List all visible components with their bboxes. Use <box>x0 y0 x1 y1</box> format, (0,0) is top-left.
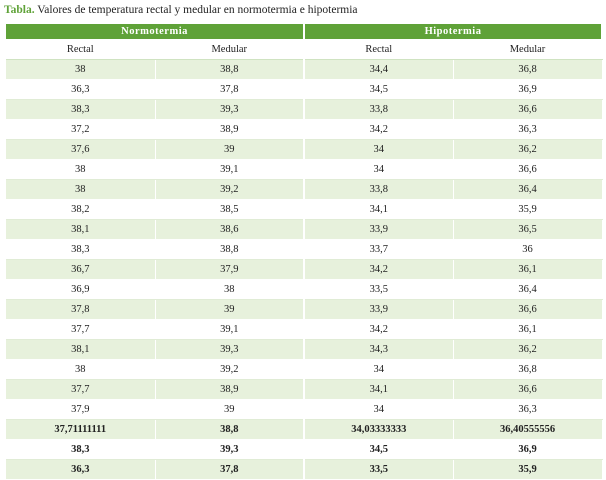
table-cell: 39,2 <box>155 180 304 200</box>
table-cell: 36 <box>453 240 602 260</box>
group-header-normotermia: Normotermia <box>6 24 304 40</box>
table-cell: 34,5 <box>304 440 453 460</box>
table-cell: 37,2 <box>6 120 155 140</box>
column-header: Medular <box>453 40 602 60</box>
group-header-row <box>6 24 602 40</box>
table-cell: 35,9 <box>453 460 602 480</box>
table-row <box>6 340 602 360</box>
table-cell: 39,1 <box>155 160 304 180</box>
table-cell: 39 <box>155 300 304 320</box>
table-cell: 34,03333333 <box>304 420 453 440</box>
table-cell: 38 <box>6 180 155 200</box>
table-cell: 37,8 <box>155 80 304 100</box>
table-cell: 33,5 <box>304 280 453 300</box>
caption-lead: Tabla. <box>4 4 35 16</box>
table-cell: 34 <box>304 360 453 380</box>
table-cell: 36,2 <box>453 140 602 160</box>
table-cell: 37,8 <box>155 460 304 480</box>
table-row <box>6 220 602 240</box>
table-cell: 39,3 <box>155 100 304 120</box>
table-row <box>6 280 602 300</box>
table-row <box>6 380 602 400</box>
table-row <box>6 120 602 140</box>
table-cell: 38 <box>6 60 155 80</box>
summary-row <box>6 420 602 440</box>
table-row <box>6 180 602 200</box>
table-cell: 38,8 <box>155 420 304 440</box>
table-cell: 36,4 <box>453 180 602 200</box>
column-header: Rectal <box>6 40 155 60</box>
table-cell: 36,40555556 <box>453 420 602 440</box>
temperature-table <box>6 24 603 480</box>
table-body <box>6 60 602 480</box>
summary-row <box>6 440 602 460</box>
table-cell: 39,3 <box>155 440 304 460</box>
table-cell: 34,2 <box>304 260 453 280</box>
column-header: Medular <box>155 40 304 60</box>
table-cell: 36,7 <box>6 260 155 280</box>
caption-text: Valores de temperatura rectal y medular en normotermia e hipotermia <box>34 4 358 16</box>
table-cell: 36,6 <box>453 380 602 400</box>
table-row <box>6 400 602 420</box>
table-cell: 33,7 <box>304 240 453 260</box>
table-row <box>6 200 602 220</box>
group-header-hipotermia: Hipotermia <box>304 24 602 40</box>
table-cell: 38,1 <box>6 220 155 240</box>
table-row <box>6 100 602 120</box>
table-cell: 37,71111111 <box>6 420 155 440</box>
table-cell: 37,7 <box>6 380 155 400</box>
table-cell: 33,9 <box>304 300 453 320</box>
table-cell: 37,9 <box>6 400 155 420</box>
table-row <box>6 80 602 100</box>
table-cell: 35,9 <box>453 200 602 220</box>
table-cell: 37,8 <box>6 300 155 320</box>
table-cell: 36,3 <box>6 80 155 100</box>
table-cell: 38 <box>6 360 155 380</box>
table-cell: 38,5 <box>155 200 304 220</box>
table-cell: 38 <box>155 280 304 300</box>
table-cell: 34 <box>304 400 453 420</box>
table-cell: 36,9 <box>6 280 155 300</box>
table-cell: 38,9 <box>155 120 304 140</box>
table-cell: 38 <box>6 160 155 180</box>
table-cell: 36,6 <box>453 160 602 180</box>
table-cell: 38,1 <box>6 340 155 360</box>
table-cell: 36,9 <box>453 80 602 100</box>
table-cell: 34,1 <box>304 380 453 400</box>
table-cell: 34,5 <box>304 80 453 100</box>
table-cell: 36,6 <box>453 300 602 320</box>
table-row <box>6 160 602 180</box>
table-cell: 38,3 <box>6 100 155 120</box>
table-row <box>6 300 602 320</box>
table-cell: 37,7 <box>6 320 155 340</box>
table-cell: 36,9 <box>453 440 602 460</box>
table-cell: 36,1 <box>453 260 602 280</box>
table-cell: 34,2 <box>304 320 453 340</box>
table-cell: 33,9 <box>304 220 453 240</box>
table-cell: 33,8 <box>304 100 453 120</box>
table-cell: 36,3 <box>453 400 602 420</box>
table-cell: 37,9 <box>155 260 304 280</box>
table-cell: 39 <box>155 400 304 420</box>
table-cell: 38,8 <box>155 240 304 260</box>
table-cell: 38,3 <box>6 240 155 260</box>
table-cell: 34,2 <box>304 120 453 140</box>
table-cell: 36,5 <box>453 220 602 240</box>
table-row <box>6 60 602 80</box>
table-cell: 36,3 <box>6 460 155 480</box>
table-cell: 36,1 <box>453 320 602 340</box>
table-cell: 36,2 <box>453 340 602 360</box>
column-header-row <box>6 40 602 60</box>
table-cell: 39,2 <box>155 360 304 380</box>
table-cell: 34,4 <box>304 60 453 80</box>
table-cell: 38,9 <box>155 380 304 400</box>
column-header: Rectal <box>304 40 453 60</box>
table-row <box>6 140 602 160</box>
table-cell: 34,1 <box>304 200 453 220</box>
table-cell: 37,6 <box>6 140 155 160</box>
table-cell: 33,8 <box>304 180 453 200</box>
table-cell: 39,3 <box>155 340 304 360</box>
table-cell: 36,6 <box>453 100 602 120</box>
table-cell: 38,2 <box>6 200 155 220</box>
table-cell: 38,8 <box>155 60 304 80</box>
table-cell: 36,3 <box>453 120 602 140</box>
table-row <box>6 360 602 380</box>
table-row <box>6 240 602 260</box>
table-caption <box>4 4 358 20</box>
table-cell: 36,8 <box>453 60 602 80</box>
table-cell: 39,1 <box>155 320 304 340</box>
table-cell: 33,5 <box>304 460 453 480</box>
table-row <box>6 320 602 340</box>
table-cell: 36,8 <box>453 360 602 380</box>
summary-row <box>6 460 602 480</box>
table-cell: 34 <box>304 160 453 180</box>
table-cell: 38,6 <box>155 220 304 240</box>
table-cell: 36,4 <box>453 280 602 300</box>
table-cell: 34 <box>304 140 453 160</box>
table-cell: 38,3 <box>6 440 155 460</box>
table-cell: 39 <box>155 140 304 160</box>
table-row <box>6 260 602 280</box>
table-cell: 34,3 <box>304 340 453 360</box>
